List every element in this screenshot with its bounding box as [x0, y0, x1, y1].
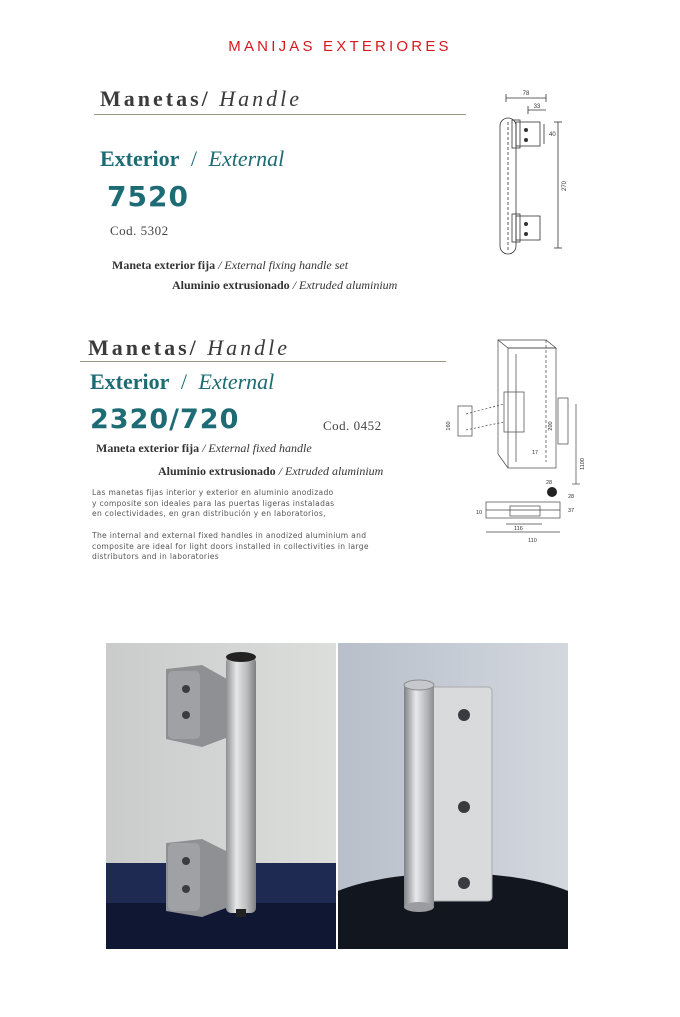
product-code-1: Cod. 5302 — [110, 223, 169, 238]
material-es: Aluminio extrusionado — [172, 278, 290, 292]
description-line-1 — [112, 258, 348, 273]
dim-40: 40 — [549, 132, 556, 138]
dim-78: 78 — [522, 91, 530, 97]
para-line: The internal and external fixed handles in anodized aluminium and — [92, 531, 367, 540]
paragraph-spanish — [92, 488, 442, 520]
dim-33: 33 — [533, 104, 541, 110]
photo-bar-handle — [106, 643, 336, 949]
dim-116: 116 — [514, 526, 523, 532]
dim-1100: 1100 — [580, 458, 586, 470]
desc-es: Maneta exterior fija — [112, 258, 216, 272]
exterior-heading-2 — [90, 369, 274, 395]
description-line-3 — [96, 441, 312, 456]
exterior-heading-1 — [100, 146, 284, 172]
material-en: / Extruded aluminium — [292, 278, 398, 292]
slash-label: / — [190, 146, 198, 171]
para-line: en colectividades, en gran distribución y en laboratorios, — [92, 509, 326, 518]
model-number-7520: 7520 — [107, 180, 189, 213]
handle-section-icon — [547, 487, 557, 497]
exterior-label: Exterior — [100, 146, 180, 171]
para-line: composite are ideal for light doors installed in collectivities in large — [92, 541, 369, 551]
technical-drawing-7520 — [488, 86, 578, 264]
exterior-label: Exterior — [90, 369, 170, 394]
heading-rule-1 — [94, 114, 466, 115]
manetas-label: Manetas/ — [100, 86, 211, 111]
handle-label: Handle — [219, 86, 303, 111]
manetas-heading-1 — [100, 86, 302, 112]
manetas-label: Manetas/ — [88, 335, 199, 360]
description-line-2 — [172, 278, 397, 293]
desc-en: / External fixed handle — [202, 441, 312, 455]
technical-drawing-2320-720 — [446, 334, 586, 546]
dim-110: 110 — [528, 538, 537, 544]
slash-label: / — [180, 369, 188, 394]
dim-28a: 28 — [546, 480, 553, 486]
desc-es: Maneta exterior fija — [96, 441, 200, 455]
dim-10: 10 — [476, 510, 483, 516]
external-label: External — [198, 369, 275, 394]
description-line-4 — [158, 464, 383, 479]
external-label: External — [208, 146, 285, 171]
heading-rule-2 — [80, 361, 446, 362]
dim-160: 160 — [446, 421, 452, 431]
dim-270: 270 — [562, 180, 568, 192]
photo-plate-handle — [338, 643, 568, 949]
dim-17: 17 — [532, 450, 539, 456]
product-code-2: Cod. 0452 — [323, 418, 382, 433]
dim-200: 200 — [548, 421, 554, 431]
para-line: Las manetas fijas interior y exterior en aluminio anodizado — [92, 488, 334, 497]
dim-28b: 28 — [568, 494, 575, 500]
material-en: / Extruded aluminium — [278, 464, 384, 478]
para-line: distributors and in laboratories — [92, 552, 219, 561]
model-number-2320-720: 2320/720 — [90, 404, 240, 435]
desc-en: / External fixing handle set — [218, 258, 349, 272]
para-line: y composite son ideales para las puertas ligeras instaladas — [92, 498, 335, 508]
manetas-heading-2 — [88, 335, 290, 361]
paragraph-english — [92, 531, 442, 563]
handle-label: Handle — [207, 335, 291, 360]
material-es: Aluminio extrusionado — [158, 464, 276, 478]
dim-37: 37 — [568, 508, 575, 514]
page-title: MANIJAS EXTERIORES — [228, 38, 452, 55]
